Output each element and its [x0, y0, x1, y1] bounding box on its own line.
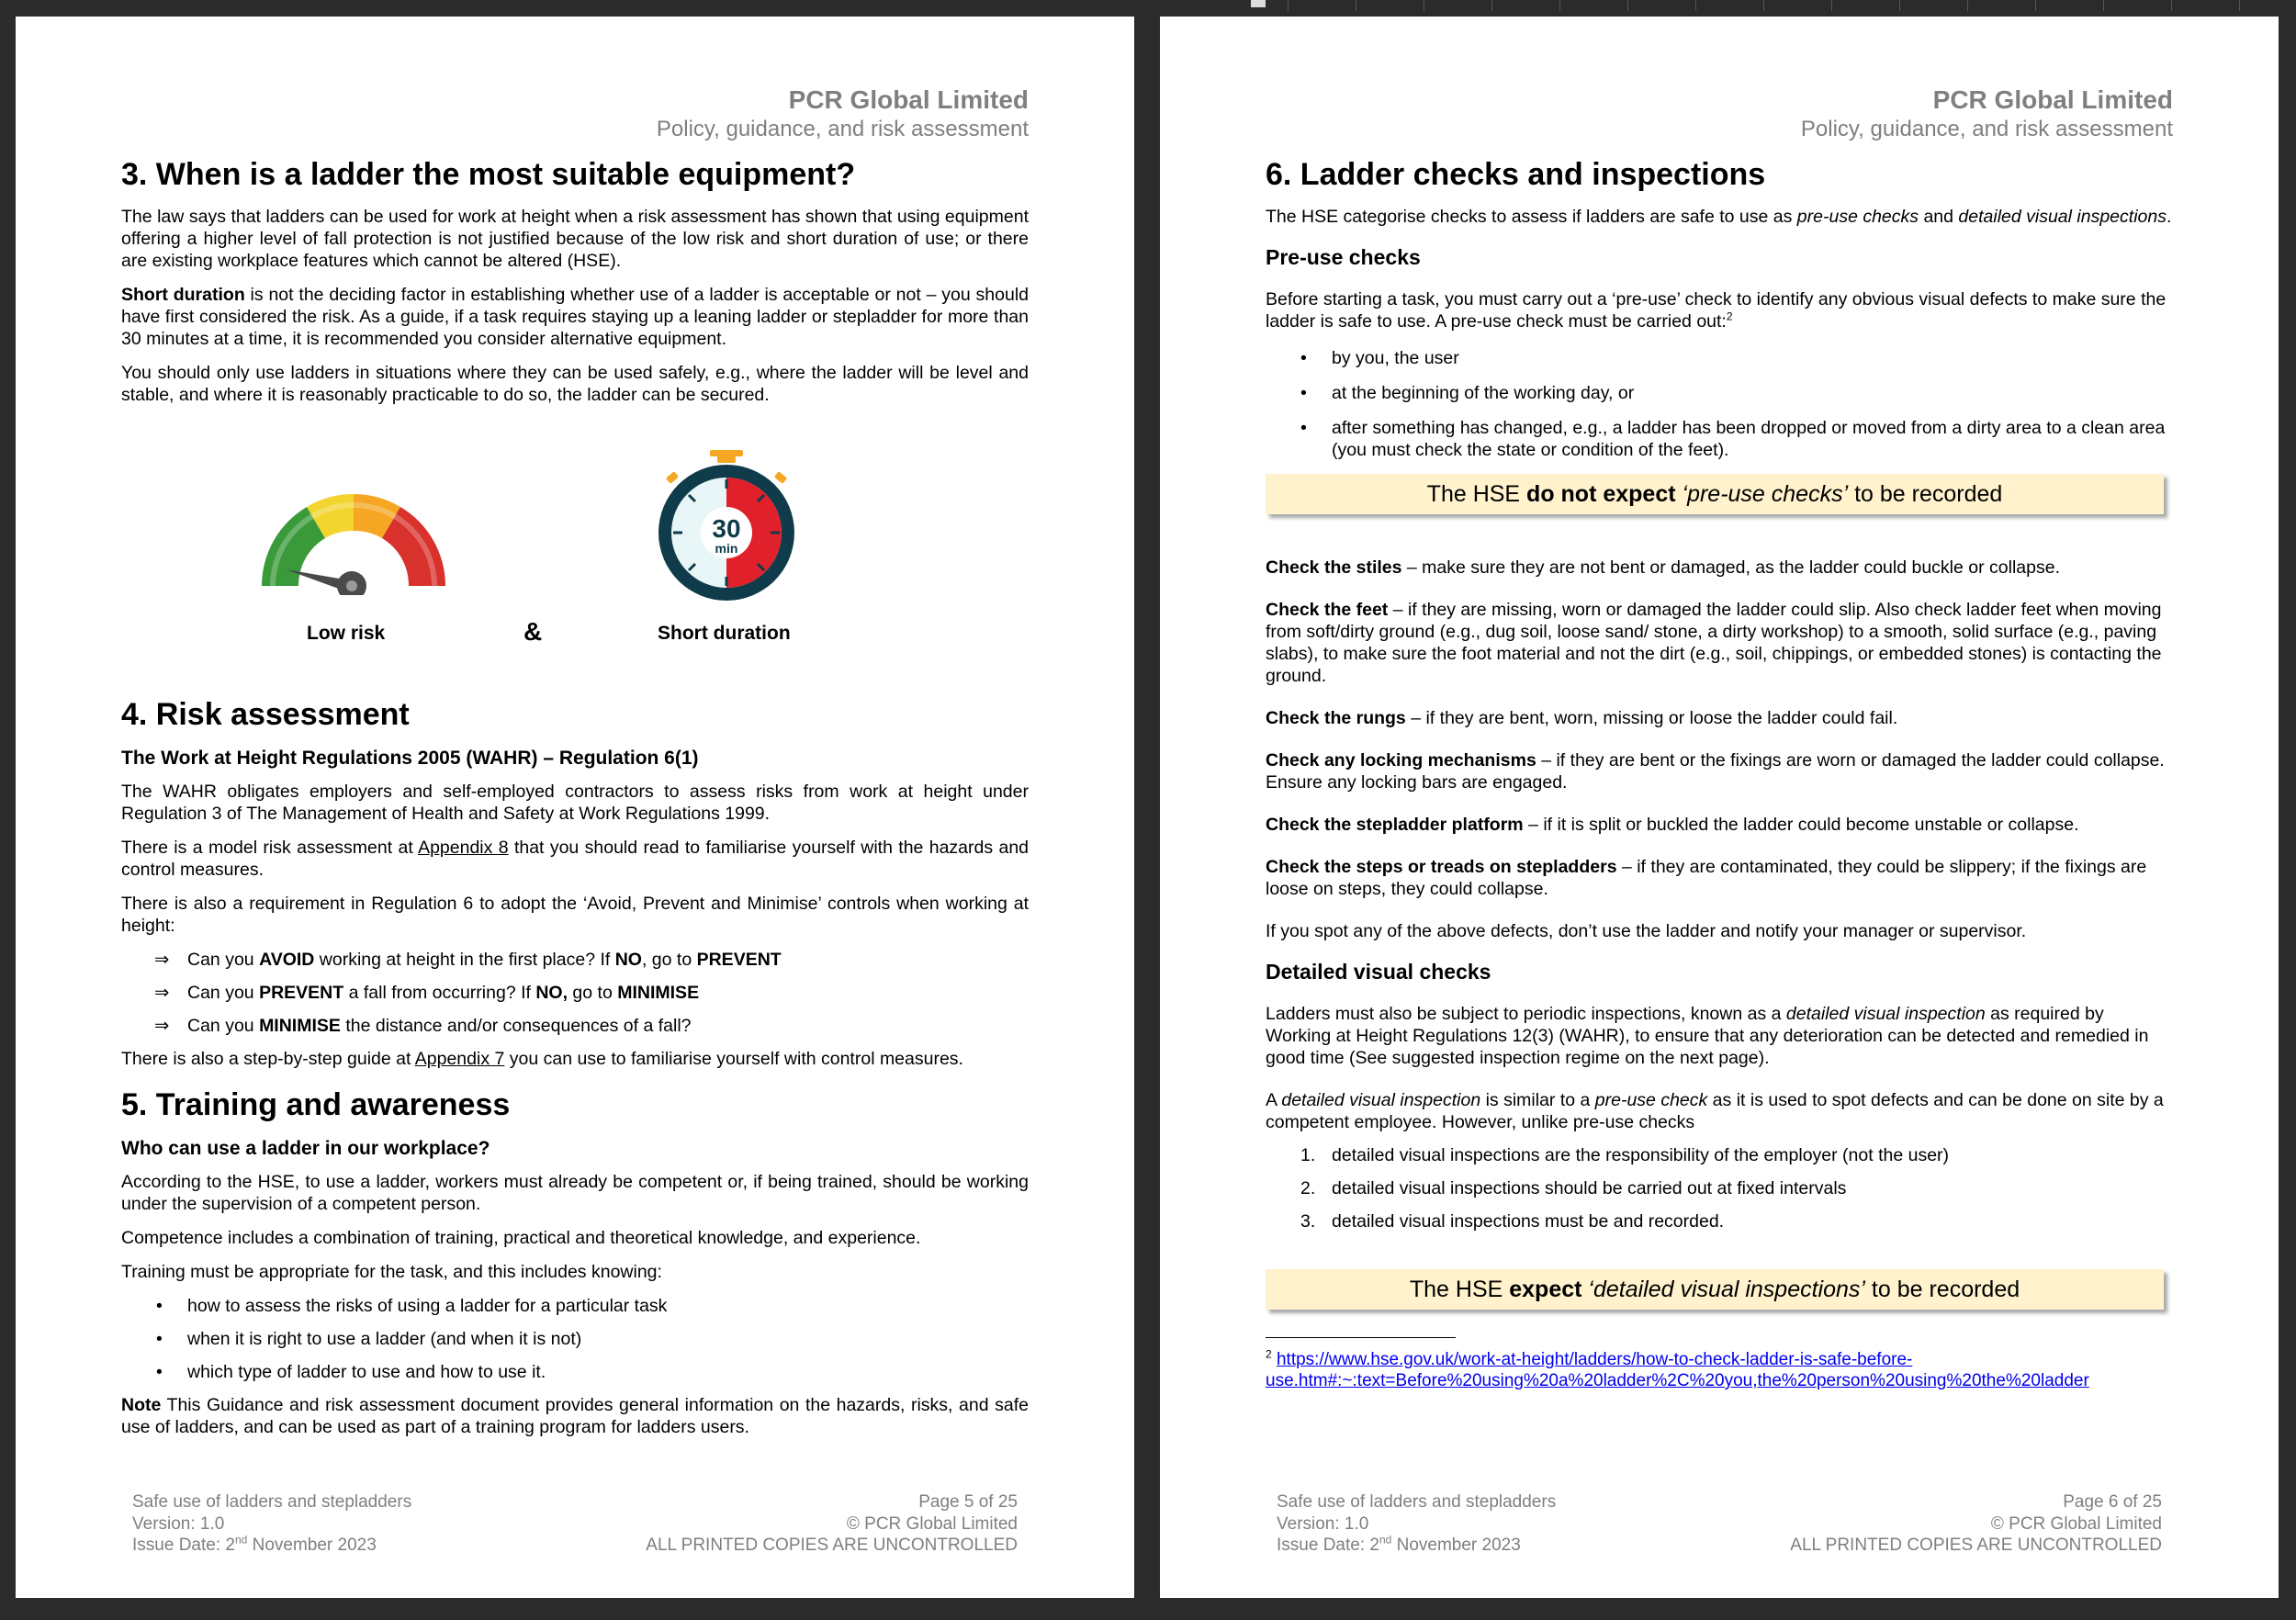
footer-uncontrolled: ALL PRINTED COPIES ARE UNCONTROLLED — [646, 1536, 1018, 1555]
footnote-link[interactable]: https://www.hse.gov.uk/work-at-height/ladders/how-to-check-ladder-is-safe-before- — [1276, 1350, 1913, 1369]
footer-uncontrolled: ALL PRINTED COPIES ARE UNCONTROLLED — [1790, 1536, 2162, 1555]
section-4 — [121, 696, 1029, 1450]
pre-use-checks-heading: Pre-use checks — [1266, 245, 1421, 269]
footer-page-number: Page 6 of 25 — [2063, 1492, 2162, 1512]
s4-paragraph-3: There is also a requirement in Regulation 6 to adopt the ‘Avoid, Prevent and Minimise’ controls when working at height: — [121, 894, 1029, 936]
list-item: • at the beginning of the working day, or — [1300, 383, 1635, 403]
footnote-link-continued[interactable]: use.htm#:~:text=Before%20using%20a%20ladder%2C%20you,the%20person%20using%20the%20ladder — [1266, 1371, 2089, 1390]
arrow-icon: ⇒ — [154, 983, 170, 1003]
document-page-5 — [16, 17, 1134, 1598]
list-number: 2. — [1300, 1178, 1316, 1198]
s4-paragraph-2: There is a model risk assessment at Appendix 8 that you should read to familiarise yourself with the hazards and control measures. — [121, 838, 1030, 880]
figure-low-risk-short-duration — [16, 448, 1134, 659]
detailed-checks-heading: Detailed visual checks — [1266, 960, 1491, 984]
pre-use-list — [1266, 347, 2173, 461]
s5-paragraph-2: Competence includes a combination of training, practical and theoretical knowledge, and experience. — [121, 1228, 921, 1248]
s3-paragraph-2: Short duration is not the deciding factor in establishing whether use of a ladder is acceptable or not – you should have first considered the risk. As a guide, if a task requires staying up a leaning ladder or stepladder for more than 30 minutes at a time, it is recommended you consider alternative equipment. — [121, 285, 1029, 349]
avoid-prevent-minimise-list — [121, 949, 1029, 1037]
footnote-separator — [1266, 1337, 1456, 1338]
bullet-icon: • — [156, 1362, 163, 1382]
check-platform: Check the stepladder platform – if it is split or buckled the ladder could become unstable or collapse. — [1266, 815, 2079, 835]
section-5-heading: 5. Training and awareness — [121, 1087, 511, 1122]
s5-paragraph-3: Training must be appropriate for the task, and this includes knowing: — [121, 1262, 662, 1282]
check-stiles: Check the stiles – make sure they are not bent or damaged, as the ladder could buckle or collapse. — [1266, 557, 2060, 578]
pre-use-paragraph: Before starting a task, you must carry out a ‘pre-use’ check to identify any obvious visual defects to make sure the ladder is safe to use. A pre-use check must be carried out:$^2$ — [1266, 289, 2167, 332]
check-steps: Check the steps or treads on stepladders – if they are contaminated, they could be slippery; if the fixings are loose on steps, they could collapse. — [1266, 857, 2147, 899]
footer-version: Version: 1.0 — [1277, 1513, 1369, 1534]
s6-intro: The HSE categorise checks to assess if ladders are safe to use as pre-use checks and detailed visual inspections. — [1266, 207, 2172, 227]
header-company: PCR Global Limited — [788, 85, 1029, 114]
check-rungs: Check the rungs – if they are bent, worn, missing or loose the ladder could fail. — [1266, 708, 1898, 728]
s4-paragraph-1: The WAHR obligates employers and self-employed contractors to assess risks from work at height under Regulation 3 of The Management of Health and Safety at Work Regulations 1999. — [121, 782, 1029, 824]
header-company: PCR Global Limited — [1932, 85, 2173, 114]
check-feet: Check the feet – if they are missing, worn or damaged the ladder could slip. Also check ladder feet when moving from soft/dirty ground (e.g., dug soil, loose sand/ stone, a dirty workshop) to a smooth, solid surface (e.g., paving slabs), to make sure the foot material and not the dirt (e.g., soil, chippings, or embedded stones) is contacting the ground. — [1266, 600, 2162, 686]
page-thumbnail-strip — [1159, 0, 2296, 13]
section-3 — [121, 156, 1029, 418]
header-subtitle: Policy, guidance, and risk assessment — [656, 117, 1029, 141]
section-3-heading: 3. When is a ladder the most suitable equipment? — [121, 157, 856, 192]
page-header — [657, 84, 1029, 143]
stopwatch-icon — [651, 448, 802, 604]
list-number: 1. — [1300, 1145, 1316, 1165]
section-5-subheading: Who can use a ladder in our workplace? — [121, 1138, 490, 1159]
training-list — [121, 1295, 1029, 1383]
risk-gauge-icon — [253, 485, 455, 595]
bullet-icon: • — [1300, 348, 1307, 368]
list-item: • after something has changed, e.g., a ladder has been dropped or moved from a dirty area to a clean area (you must check the state or condition of the feet). — [1300, 418, 2166, 460]
bullet-icon: • — [1300, 383, 1307, 403]
list-number: 3. — [1300, 1211, 1316, 1232]
list-item: ⇒ Can you MINIMISE the distance and/or consequences of a fall? — [154, 1016, 692, 1036]
page-header — [1801, 84, 2173, 143]
detailed-callout: The HSE expect ‘detailed visual inspections’ to be recorded — [1266, 1269, 2164, 1310]
list-item: 2. detailed visual inspections should be carried out at fixed intervals — [1300, 1178, 1847, 1198]
section-4-heading: 4. Risk assessment — [121, 697, 410, 732]
footer-issue-date: Issue Date: 2nd November 2023 — [132, 1533, 377, 1555]
header-subtitle: Policy, guidance, and risk assessment — [1800, 117, 2173, 141]
pre-use-callout: The HSE do not expect ‘pre-use checks’ to be recorded — [1266, 474, 2164, 514]
list-item: 1. detailed visual inspections are the responsibility of the employer (not the user) — [1300, 1145, 1950, 1165]
appendix-7-link[interactable]: Appendix 7 — [414, 1049, 505, 1069]
footer-doc-title: Safe use of ladders and stepladders — [1277, 1492, 1557, 1512]
list-item: • how to assess the risks of using a ladder for a particular task — [156, 1296, 668, 1316]
timer-unit: min — [715, 541, 738, 556]
document-page-6 — [1160, 17, 2279, 1598]
detailed-paragraph-2: A detailed visual inspection is similar to a pre-use check as it is used to spot defects and can be done on site by a competent employee. However, unlike pre-use checks — [1266, 1090, 2164, 1132]
gauge-label: Low risk — [307, 623, 386, 644]
list-item: • which type of ladder to use and how to use it. — [156, 1362, 546, 1382]
scroll-thumb[interactable] — [1251, 0, 1266, 7]
list-item: ⇒ Can you AVOID working at height in the first place? If NO, go to PREVENT — [154, 950, 782, 970]
appendix-8-link[interactable]: Appendix 8 — [418, 838, 509, 858]
s3-paragraph-1: The law says that ladders can be used for work at height when a risk assessment has shown that using equipment offering a higher level of fall protection is not justified because of the low risk and short duration of use; or there are existing workplace features which cannot be altered (HSE). — [121, 207, 1029, 271]
list-item: ⇒ Can you PREVENT a fall from occurring? If NO, go to MINIMISE — [154, 983, 700, 1003]
detailed-paragraph-1: Ladders must also be subject to periodic inspections, known as a detailed visual inspection as required by Working at Height Regulations 12(3) (WAHR), to ensure that any deterioration can be detected and remedied in good time (See suggested inspection regime on the next page). — [1266, 1004, 2149, 1068]
section-6-heading: 6. Ladder checks and inspections — [1266, 157, 1766, 192]
ampersand: & — [523, 617, 543, 646]
s5-note: Note This Guidance and risk assessment document provides general information on the hazards, risks, and safe use of ladders, and can be used as part of a training program for ladders users. — [121, 1395, 1029, 1437]
bullet-icon: • — [1300, 418, 1307, 438]
footer-doc-title: Safe use of ladders and stepladders — [132, 1492, 412, 1512]
footer-issue-date: Issue Date: 2nd November 2023 — [1277, 1533, 1521, 1555]
footnote-ref: 2 — [1726, 309, 1733, 323]
footnote-2 — [1266, 1349, 2173, 1391]
arrow-icon: ⇒ — [154, 950, 170, 970]
footnote-number: 2 — [1266, 1347, 1272, 1361]
footer-copyright: © PCR Global Limited — [846, 1513, 1018, 1534]
bullet-icon: • — [156, 1329, 163, 1349]
footer-version: Version: 1.0 — [132, 1513, 225, 1534]
section-6 — [1266, 156, 2173, 1391]
timer-label: Short duration — [658, 623, 791, 644]
section-4-subheading: The Work at Height Regulations 2005 (WAHR) – Regulation 6(1) — [121, 748, 699, 769]
check-locking: Check any locking mechanisms – if they are bent or the fixings are worn or damaged the ladder could collapse. Ensure any locking bars are engaged. — [1266, 750, 2165, 793]
arrow-icon: ⇒ — [154, 1016, 170, 1036]
timer-number: 30 — [712, 514, 741, 543]
s3-paragraph-3: You should only use ladders in situations where they can be used safely, e.g., where the ladder will be level and stable, and where it is reasonably practicable to do so, the ladder can be secured. — [121, 363, 1029, 405]
footer-copyright: © PCR Global Limited — [1990, 1513, 2162, 1534]
defects-note: If you spot any of the above defects, don’t use the ladder and notify your manager or supervisor. — [1266, 921, 2027, 941]
list-item: • when it is right to use a ladder (and when it is not) — [156, 1329, 582, 1349]
list-item: • by you, the user — [1300, 348, 1459, 368]
list-item: 3. detailed visual inspections must be and recorded. — [1300, 1211, 1725, 1232]
footer-page-number: Page 5 of 25 — [918, 1492, 1018, 1512]
s5-paragraph-1: According to the HSE, to use a ladder, workers must already be competent or, if being trained, should be working under the supervision of a competent person. — [121, 1172, 1029, 1214]
bullet-icon: • — [156, 1296, 163, 1316]
detailed-numbered-list — [1266, 1144, 2173, 1232]
s4-paragraph-4: There is also a step-by-step guide at Appendix 7 you can use to familiarise yourself with control measures. — [121, 1049, 963, 1069]
